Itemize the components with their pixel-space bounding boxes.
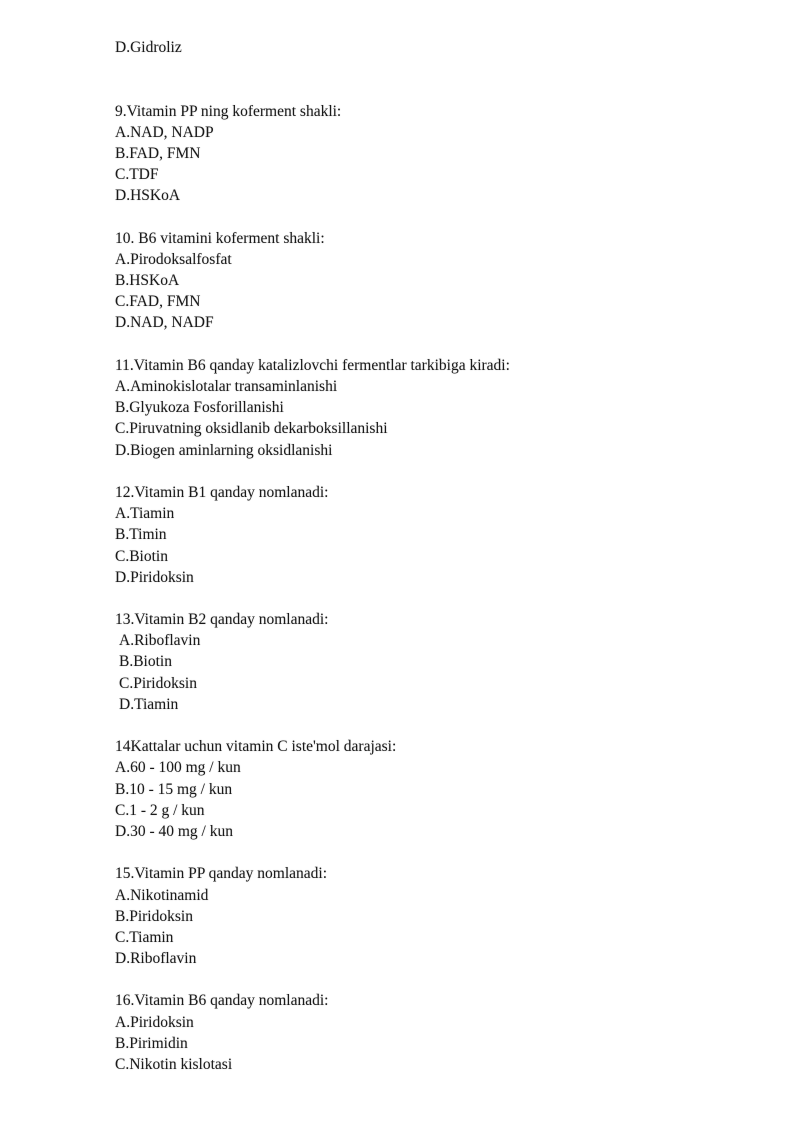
option-line: B.FAD, FMN: [115, 144, 201, 162]
option-line: B.10 - 15 mg / kun: [115, 780, 233, 798]
option-line: A.NAD, NADP: [115, 123, 214, 141]
option-line: C.Piridoksin: [119, 674, 197, 692]
option-line: A.Nikotinamid: [115, 886, 209, 904]
question-text: 9.Vitamin PP ning koferment shakli:: [115, 102, 342, 120]
option-line: A.Riboflavin: [119, 632, 201, 650]
question-text: 12.Vitamin B1 qanday nomlanadi:: [115, 483, 329, 501]
spacer: [115, 334, 775, 355]
option-line: B.Biotin: [119, 653, 172, 671]
spacer: [115, 969, 775, 990]
option-line: A.Tiamin: [115, 505, 175, 523]
option-line: D.Tiamin: [119, 695, 179, 713]
question-text: 14Kattalar uchun vitamin C iste'mol darajasi:: [115, 738, 397, 756]
question-text: 10. B6 vitamini koferment shakli:: [115, 229, 325, 247]
spacer: [115, 207, 775, 228]
option-line: D.30 - 40 mg / kun: [115, 822, 233, 840]
option-line: D.NAD, NADF: [115, 314, 214, 332]
spacer: [115, 842, 775, 863]
spacer: [115, 461, 775, 482]
question-text: 11.Vitamin B6 qanday katalizlovchi fermentlar tarkibiga kiradi:: [115, 356, 510, 374]
question-text: 13.Vitamin B2 qanday nomlanadi:: [115, 611, 329, 629]
option-line: C.1 - 2 g / kun: [115, 801, 205, 819]
option-line: C.Tiamin: [115, 928, 174, 946]
option-line: C.TDF: [115, 166, 159, 184]
option-line: B.HSKoA: [115, 272, 180, 290]
option-line: D.Riboflavin: [115, 950, 197, 968]
option-line: C.Piruvatning oksidlanib dekarboksillanishi: [115, 420, 388, 438]
option-line: A.60 - 100 mg / kun: [115, 759, 241, 777]
option-line: C.Nikotin kislotasi: [115, 1056, 233, 1074]
option-line: C.FAD, FMN: [115, 293, 201, 311]
question-text: 16.Vitamin B6 qanday nomlanadi:: [115, 992, 329, 1010]
spacer: [115, 715, 775, 736]
option-line: A.Piridoksin: [115, 1013, 194, 1031]
option-line: D.Gidroliz: [115, 39, 182, 56]
option-line: D.Piridoksin: [115, 568, 194, 586]
option-line: B.Pirimidin: [115, 1034, 188, 1052]
question-text: 15.Vitamin PP qanday nomlanadi:: [115, 865, 328, 883]
spacer: [115, 588, 775, 609]
document-page: [115, 37, 775, 1075]
option-line: B.Piridoksin: [115, 907, 193, 925]
option-line: D.Biogen aminlarning oksidlanishi: [115, 441, 333, 459]
option-line: B.Glyukoza Fosforillanishi: [115, 399, 284, 417]
spacer: [115, 58, 775, 100]
option-line: B.Timin: [115, 526, 167, 544]
option-line: C.Biotin: [115, 547, 168, 565]
option-line: A.Aminokislotalar transaminlanishi: [115, 378, 338, 396]
option-line: A.Pirodoksalfosfat: [115, 250, 232, 268]
option-line: D.HSKoA: [115, 187, 181, 205]
